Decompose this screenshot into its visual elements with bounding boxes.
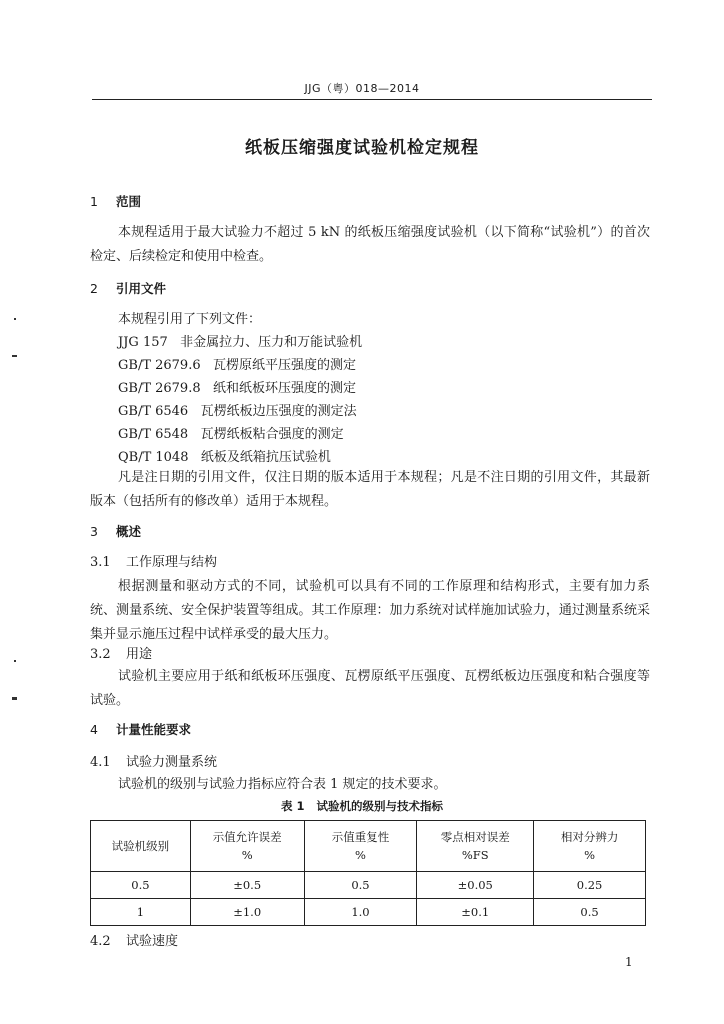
scan-mark (12, 697, 17, 700)
table-row (91, 872, 646, 899)
table-header-cell: 示值允许误差 % (190, 821, 304, 872)
reference-item (118, 423, 344, 446)
page-number: 1 (625, 955, 633, 969)
section-1-heading (90, 192, 141, 210)
reference-item (118, 377, 356, 400)
reference-item (118, 331, 362, 354)
table-cell: 0.5 (534, 899, 646, 926)
subsection-4-1-body: 试验机的级别与试验力指标应符合表 1 规定的技术要求。 (118, 777, 447, 792)
table-cell: 0.25 (534, 872, 646, 899)
section-title: 计量性能要求 (116, 722, 192, 737)
table-header-row (91, 821, 646, 872)
section-2-heading (90, 279, 166, 297)
header-rule (92, 99, 652, 100)
subsection-title: 试验速度 (126, 934, 179, 949)
subsection-number: 4.2 (90, 934, 111, 949)
subsection-3-1-body: 根据测量和驱动方式的不同，试验机可以具有不同的工作原理和结构形式，主要有加力系统、测量系统、安全保护装置等组成。其工作原理：加力系统对试样施加试验力，通过测量系统采集并显示施压过程中试样承受的最大压力。 (90, 579, 650, 642)
document-header-code: JJG（粤）018—2014 (304, 82, 420, 95)
references-intro: 本规程引用了下列文件： (118, 312, 262, 327)
reference-name: 瓦楞纸板粘合强度的测定 (200, 427, 344, 442)
section-number: 1 (90, 194, 98, 209)
table-1-caption (0, 798, 724, 814)
section-1-body: 本规程适用于最大试验力不超过 5 kN 的纸板压缩强度试验机（以下简称“试验机”）的首次检定、后续检定和使用中检查。 (90, 225, 650, 264)
subsection-number: 4.1 (90, 755, 111, 770)
subsection-4-1-heading (90, 751, 217, 774)
reference-name: 纸和纸板环压强度的测定 (213, 381, 357, 396)
document-title: 纸板压缩强度试验机检定规程 (245, 138, 479, 158)
subsection-number: 3.2 (90, 647, 111, 662)
table-row (91, 899, 646, 926)
subsection-3-2-body: 试验机主要应用于纸和纸板环压强度、瓦楞原纸平压强度、瓦楞纸板边压强度和粘合强度等试验。 (90, 669, 650, 708)
reference-name: 瓦楞纸板边压强度的测定法 (200, 404, 357, 419)
reference-name: 纸板及纸箱抗压试验机 (200, 450, 331, 465)
section-title: 概述 (116, 524, 142, 539)
table-1 (90, 820, 646, 926)
reference-code: GB/T 6546 (118, 404, 189, 419)
scan-mark (12, 355, 17, 357)
reference-item (118, 400, 357, 423)
subsection-title: 工作原理与结构 (126, 555, 218, 570)
table-cell: ±0.5 (190, 872, 304, 899)
section-number: 3 (90, 524, 98, 539)
subsection-3-2-heading (90, 643, 152, 666)
reference-code: GB/T 6548 (118, 427, 189, 442)
subsection-title: 试验力测量系统 (126, 755, 218, 770)
section-number: 2 (90, 281, 98, 296)
reference-item (118, 354, 356, 377)
scan-mark (14, 318, 16, 320)
subsection-3-1-heading (90, 551, 217, 574)
table-header-cell: 零点相对误差 %FS (417, 821, 534, 872)
reference-code: JJG 157 (118, 335, 168, 350)
table-cell: 0.5 (91, 872, 191, 899)
section-title: 引用文件 (116, 281, 167, 296)
table-cell: 1 (91, 899, 191, 926)
table-cell: ±0.1 (417, 899, 534, 926)
table-cell: 1.0 (304, 899, 417, 926)
section-4-heading (90, 720, 191, 738)
section-3-heading (90, 522, 141, 540)
subsection-title: 用途 (126, 647, 153, 662)
section-number: 4 (90, 722, 98, 737)
table-cell: 0.5 (304, 872, 417, 899)
section-title: 范围 (116, 194, 142, 209)
table-caption-title: 试验机的级别与技术指标 (316, 799, 443, 813)
references-note: 凡是注日期的引用文件，仅注日期的版本适用于本规程；凡是不注日期的引用文件，其最新版本（包括所有的修改单）适用于本规程。 (90, 470, 650, 509)
table-header-cell: 试验机级别 (91, 821, 191, 872)
reference-name: 瓦楞原纸平压强度的测定 (213, 358, 357, 373)
reference-code: QB/T 1048 (118, 450, 189, 465)
scan-mark (14, 660, 16, 662)
table-cell: ±0.05 (417, 872, 534, 899)
subsection-4-2-heading (90, 930, 178, 953)
table-cell: ±1.0 (190, 899, 304, 926)
reference-code: GB/T 2679.8 (118, 381, 201, 396)
table-header-cell: 示值重复性 % (304, 821, 417, 872)
reference-name: 非金属拉力、压力和万能试验机 (180, 335, 363, 350)
subsection-number: 3.1 (90, 555, 111, 570)
table-caption-number: 表 1 (280, 799, 305, 813)
reference-code: GB/T 2679.6 (118, 358, 201, 373)
table-header-cell: 相对分辨力 % (534, 821, 646, 872)
